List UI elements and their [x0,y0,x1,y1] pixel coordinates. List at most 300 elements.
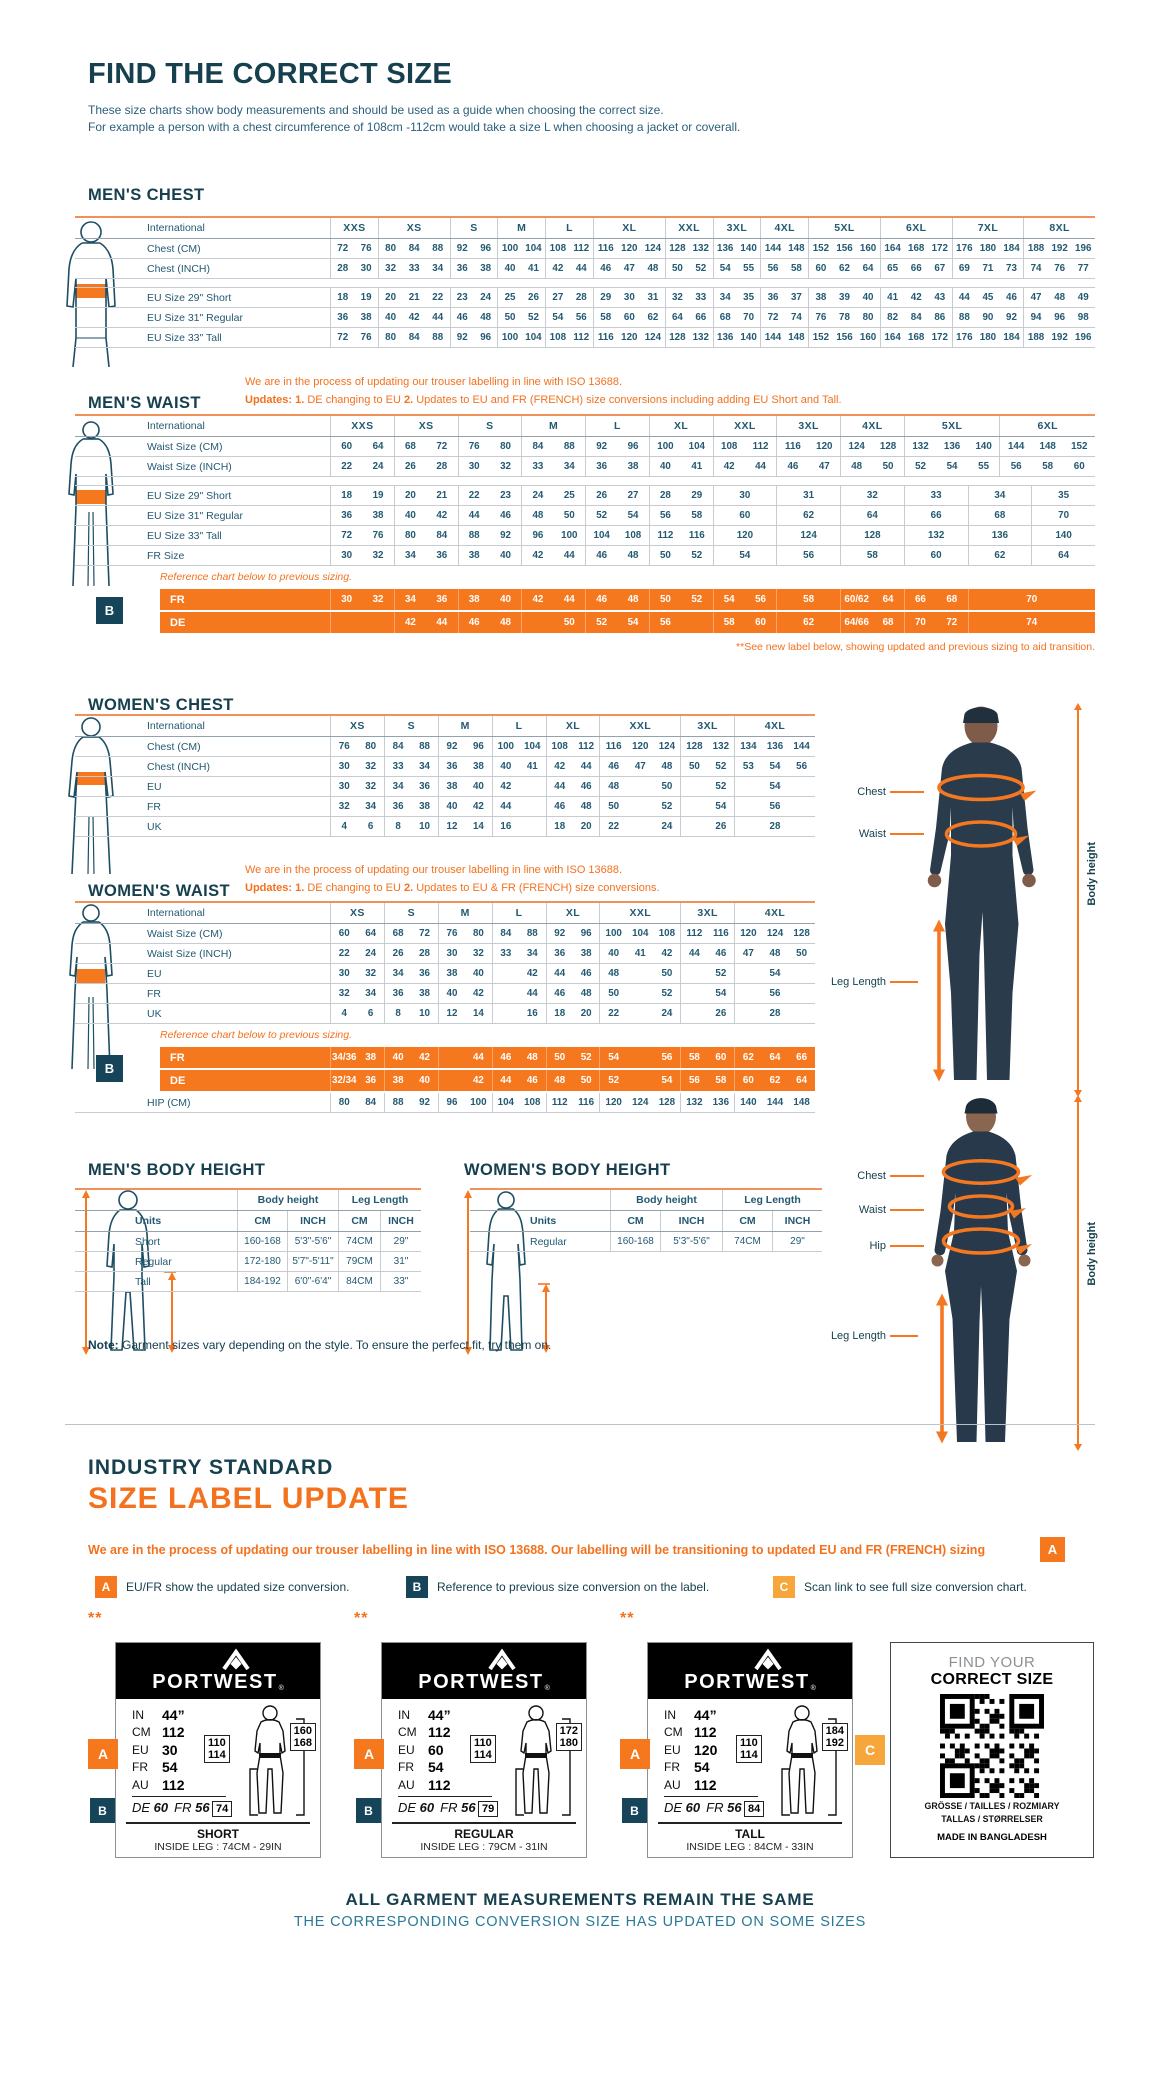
row-label: UK [147,820,162,833]
cell-value: 64 [365,928,377,939]
cell-value: 54 [723,594,735,605]
size-column [521,589,585,610]
cell-value: 42 [408,312,420,323]
prev-value: 56 [195,1800,210,1815]
cell-value: 46 [554,801,566,812]
size-column [546,817,600,836]
column-header: INCH [380,1211,421,1231]
size-column [492,944,546,963]
cell-value: XXL [629,720,652,732]
brand-logo: PORTWEST [152,1671,278,1693]
cell-value: 26 [528,292,539,303]
cell-value: M [460,907,470,919]
cell-value: 92 [554,928,566,939]
group-header: Leg Length [722,1190,822,1210]
cell-value: 52 [580,1052,592,1063]
size-column [330,218,378,238]
cell-value: 72 [767,312,779,323]
cell-value: S [486,420,494,432]
cell-value: 60 [742,1075,754,1086]
cell-value: 38 [468,550,480,561]
measure-label: IN [132,1707,144,1722]
measure-label: IN [664,1707,676,1722]
cell-value: 33 [695,292,707,303]
size-column [545,239,593,258]
size-column [649,526,713,545]
cell-value: 68 [404,441,416,452]
size-column [840,612,904,633]
cell-value: 120 [816,441,833,452]
prev-value: 56 [727,1800,742,1815]
size-column [492,1004,546,1023]
measure-value: 112 [162,1724,185,1741]
size-column [680,1047,734,1068]
cell-value: 60 [341,441,353,452]
waist-size-box [736,1735,762,1763]
qr-code-icon [940,1694,1044,1798]
badge-a: A [95,1576,117,1598]
size-column [904,457,1000,476]
size-column [330,777,384,796]
size-column [968,506,1032,525]
cell-value: 88 [432,332,444,343]
size-column [330,308,378,327]
cell-value: 36 [436,550,448,561]
cell-value: 32/34 [331,1075,357,1086]
cell-value: 50 [580,1075,592,1086]
cell-value: 140 [975,441,992,452]
cell-value: 48 [580,801,592,812]
measure-label: AU [132,1777,149,1792]
cell-value: 76 [468,441,480,452]
cell-value: 128 [658,1097,676,1108]
size-column [713,308,761,327]
cell-value: 8XL [1049,222,1070,234]
size-column [593,259,665,278]
cell-value: 112 [686,928,703,939]
size-column [384,1004,438,1023]
cell-value: 44 [554,968,566,979]
size-column [330,589,394,610]
cell-value: 56 [769,801,781,812]
cell-value: 196 [1075,332,1092,343]
cell-value: 22 [468,490,480,501]
mens-chest-figure-icon [60,220,136,368]
cell-value: 40 [419,1075,430,1086]
size-header-row [75,903,815,924]
row-values [330,328,1095,347]
table-row [75,288,1095,308]
cell-value: 22 [432,292,444,303]
size-label-card [363,1642,587,1858]
cell-value: 50 [688,761,700,772]
size-column [330,757,384,776]
qr-code-icon [940,1694,1044,1798]
cell-value: 50 [661,781,673,792]
cell-value: 38 [468,594,480,605]
cell-value: 124 [632,1097,649,1108]
size-column [760,328,808,347]
cell-value: 56 [796,761,808,772]
size-column [734,924,815,943]
cell-value: 18 [554,821,566,832]
cell-value: 29 [691,490,703,501]
list-underline [398,1796,492,1797]
cell-value: 8 [395,1008,401,1019]
cell-value: 44 [958,292,970,303]
cell-value: 19 [360,292,372,303]
cell-value: 44 [563,594,575,605]
label-connector-line [890,833,924,835]
row-label: FR [147,800,161,813]
cell-value: 42 [532,594,544,605]
size-column [585,437,649,456]
cell-value: 67 [934,263,946,274]
measurement-row [398,1706,451,1724]
inside-leg-text: INSIDE LEG : 74CM - 29IN [154,1841,282,1853]
size-column [1023,259,1095,278]
column-header: CM [610,1211,660,1231]
legend-item-b [406,1576,709,1598]
measure-value: 120 [694,1741,718,1758]
table-update-note [245,374,842,409]
size-column [808,308,880,327]
size-column [384,1047,438,1068]
cell-value: 44 [755,461,767,472]
size-column [458,437,522,456]
cell-value: 80 [500,441,512,452]
size-column [840,416,904,436]
row-label: International [147,222,205,234]
cell-value: 28 [575,292,587,303]
row-label: Regular [530,1235,567,1248]
cell-value: 36 [337,312,349,323]
size-column [378,259,450,278]
measure-value: 44” [428,1706,451,1723]
size-column [904,437,1000,456]
cell-value: 40 [504,263,516,274]
cell-value: 88 [526,928,538,939]
size-column [330,716,384,736]
cell-value: 92 [456,243,468,254]
size-column [521,612,585,633]
row-label: Regular [135,1255,172,1268]
cell-value: 112 [578,741,595,752]
cell-value: XXS [351,420,374,432]
cell-value: 52 [596,510,608,521]
badge-b: B [96,597,123,624]
measurement-row [398,1724,451,1742]
intro-text: For example a person with a chest circumference of 108cm -112cm would take a size L when choosing a jacket or coverall. [88,120,741,134]
cell-value: 5XL [941,420,963,432]
size-column [593,218,665,238]
card-figure [230,1703,316,1830]
cell-value: 52 [661,988,673,999]
previous-sizing-row [160,1047,815,1068]
cell-value: 32 [372,594,384,605]
cell-value: 98 [1077,312,1089,323]
cell-value: 34 [994,490,1006,501]
size-column [330,924,384,943]
size-column [546,944,600,963]
size-column [1023,308,1095,327]
size-column [952,328,1024,347]
cell-value: 71 [982,263,994,274]
brand-logo: PORTWEST [684,1671,810,1693]
list-underline [664,1796,758,1797]
cell-value: 3XL [697,720,718,732]
cell-value: 136 [766,741,784,752]
cell-value: 50 [659,550,671,561]
cell-value: 62 [647,312,659,323]
measure-label: FR [664,1760,680,1775]
mens-waist-figure-icon [60,420,136,590]
cell-value: 64/66 [844,617,869,628]
cell-value: 25 [563,490,575,501]
previous-sizing-rows [104,1047,815,1091]
cell-value: 132 [712,741,730,752]
size-column [713,506,777,525]
size-column [492,797,546,816]
badge-c: C [773,1576,795,1598]
cell-value: 19 [372,490,384,501]
size-column [330,944,384,963]
card-figure [762,1703,848,1830]
size-column [378,218,450,238]
cell-value: 62 [839,263,850,274]
cell-value: 36 [392,801,404,812]
cell-value: 80 [385,332,397,343]
cell-value: 176 [956,243,973,254]
cell-value: 108 [549,332,567,343]
row-values [330,239,1095,258]
legend-text: Scan link to see full size conversion chart. [804,1580,1027,1594]
previous-sizing-rows [104,589,1095,633]
cell-value: 124 [658,741,676,752]
size-column [492,964,546,983]
size-column [497,259,545,278]
footnote-stars: ** [620,1610,635,1627]
row-values [330,589,1095,610]
size-column [458,546,522,565]
cell-value: 84 [532,441,544,452]
cell-value: 120 [605,1097,622,1108]
row-label: FR [170,1051,185,1064]
cell-value: 54 [627,617,639,628]
cell-value: 42 [436,510,448,521]
measure-label: FR [132,1760,148,1775]
size-column [840,526,904,545]
cell-value: 56 [575,312,587,323]
cell-value: 74CM [338,1232,380,1251]
size-column [776,526,840,545]
row-values [330,288,1095,307]
cell-value: 40 [392,1052,404,1063]
cell-value: 36 [596,461,608,472]
row-label: EU [147,780,162,793]
cell-value: 64 [862,263,874,274]
intro-text: These size charts show body measurements and should be used as a guide when choosing the correct size. [88,103,664,117]
cell-value: 43 [934,292,946,303]
cell-value: 104 [525,243,542,254]
cell-value: 100 [470,1097,487,1108]
row-values [330,1004,815,1023]
made-in-text: MADE IN BANGLADESH [937,1832,1047,1843]
size-column [546,1070,600,1091]
cell-value: 68 [392,928,404,939]
cell-value: 48 [627,550,639,561]
cell-value: 64 [769,1052,781,1063]
note-segment: 2. [400,393,414,406]
prev-label: FR [440,1800,462,1815]
size-column [599,903,680,923]
measurement-row [664,1706,717,1724]
size-column [585,486,649,505]
measurement-row [132,1759,185,1777]
cell-value: 50 [608,801,620,812]
cell-value: 56 [769,988,781,999]
column-header: CM [338,1211,380,1231]
cell-value: 38 [419,801,430,812]
size-column [384,964,438,983]
cell-value: 5'3"-5'6" [660,1232,722,1251]
size-column [713,612,777,633]
cell-value: 64 [882,594,894,605]
cell-value: 148 [788,243,805,254]
size-column [713,416,777,436]
cell-value: 90 [982,312,994,323]
label-header [116,1643,320,1699]
cell-value: 44 [472,1052,484,1063]
size-column [546,964,600,983]
cell-value: 70 [1058,510,1070,521]
size-column [1023,328,1095,347]
waist-size-value: 110 [474,1737,492,1749]
cell-value: 54 [769,968,781,979]
size-header-row [75,218,1095,239]
cell-value: 40 [500,594,512,605]
cell-value: 53 [742,761,754,772]
table-row [75,737,815,757]
cell-value: 136 [717,332,734,343]
cell-value: 46 [500,510,512,521]
cell-value: 132 [692,332,709,343]
prev-value: 60 [419,1800,435,1815]
size-column [680,903,734,923]
cell-value: 10 [419,821,430,832]
cell-value: 136 [712,1097,730,1108]
cell-value: 120 [621,243,638,254]
size-column [1031,526,1095,545]
size-column [384,716,438,736]
cell-value: L [515,720,523,732]
cell-value: 52 [915,461,926,472]
row-values [330,777,815,796]
cell-value: 74 [1030,263,1042,274]
prev-label: DE [398,1800,420,1815]
prev-label: DE [664,1800,686,1815]
cell-value: 76 [815,312,827,323]
cell-value: 84 [408,332,420,343]
size-column [760,218,808,238]
measure-value: 54 [694,1759,710,1776]
size-column [734,944,815,963]
cell-value: 148 [1039,441,1056,452]
measurement-list [664,1706,717,1794]
cell-value: 94 [1030,312,1042,323]
cell-value: 116 [688,530,705,541]
cell-value: 34 [404,550,416,561]
cell-value: 3XL [798,420,819,432]
size-column [968,526,1032,545]
size-column [585,526,649,545]
cell-value: 46 [580,968,592,979]
cell-value: 52 [608,1075,620,1086]
height-value: 172 [559,1725,578,1737]
badge-a: A [88,1739,118,1769]
cell-value: 34 [526,948,538,959]
cell-value: 60/62 [844,594,869,605]
body-height-arrow-icon [1077,706,1079,1094]
size-column [521,437,585,456]
cell-value: 168 [908,332,925,343]
cell-value: 54 [715,801,727,812]
inside-leg-text: INSIDE LEG : 84CM - 33IN [686,1841,814,1853]
cell-value: 38 [446,968,458,979]
cell-value: 34/36 [331,1052,357,1063]
cell-value: 58 [790,263,802,274]
cell-value: 33 [392,761,404,772]
registered-mark: ® [278,1685,284,1692]
cell-value: 80 [365,741,377,752]
cell-value: 132 [927,530,945,541]
cell-value: 35 [743,292,755,303]
size-column [585,457,649,476]
row-values [330,984,815,1003]
row-label: Chest (CM) [147,740,201,753]
cell-value: 36 [365,1075,377,1086]
table-row [75,757,815,777]
cell-value: 44 [563,550,575,561]
cell-value: 42 [500,781,512,792]
cell-value: 58 [715,1075,727,1086]
measure-label: CM [664,1725,683,1740]
cell-value: 34 [404,594,416,605]
cell-value: 120 [736,530,754,541]
cell-value: 46 [608,761,620,772]
measurement-row [664,1759,717,1777]
cell-value: 6XL [905,222,927,234]
cell-value: 172 [931,332,948,343]
measure-value: 112 [428,1776,451,1793]
section-title-mens-chest: MEN'S CHEST [88,186,205,204]
cell-value: 22 [338,948,350,959]
footnote-stars: ** [88,1610,103,1627]
row-values [330,757,815,776]
cell-value: 156 [836,243,853,254]
cell-value: 128 [669,243,686,254]
cell-value: XS [418,420,434,432]
cell-value: 48 [580,988,592,999]
cell-value: 172-180 [237,1252,287,1271]
size-column [776,437,840,456]
cell-value: 55 [743,263,755,274]
size-column [599,1070,680,1091]
badge-a: A [354,1739,384,1769]
cell-value: 31 [647,292,659,303]
cell-value: 100 [605,928,622,939]
cell-value: 30 [360,263,372,274]
